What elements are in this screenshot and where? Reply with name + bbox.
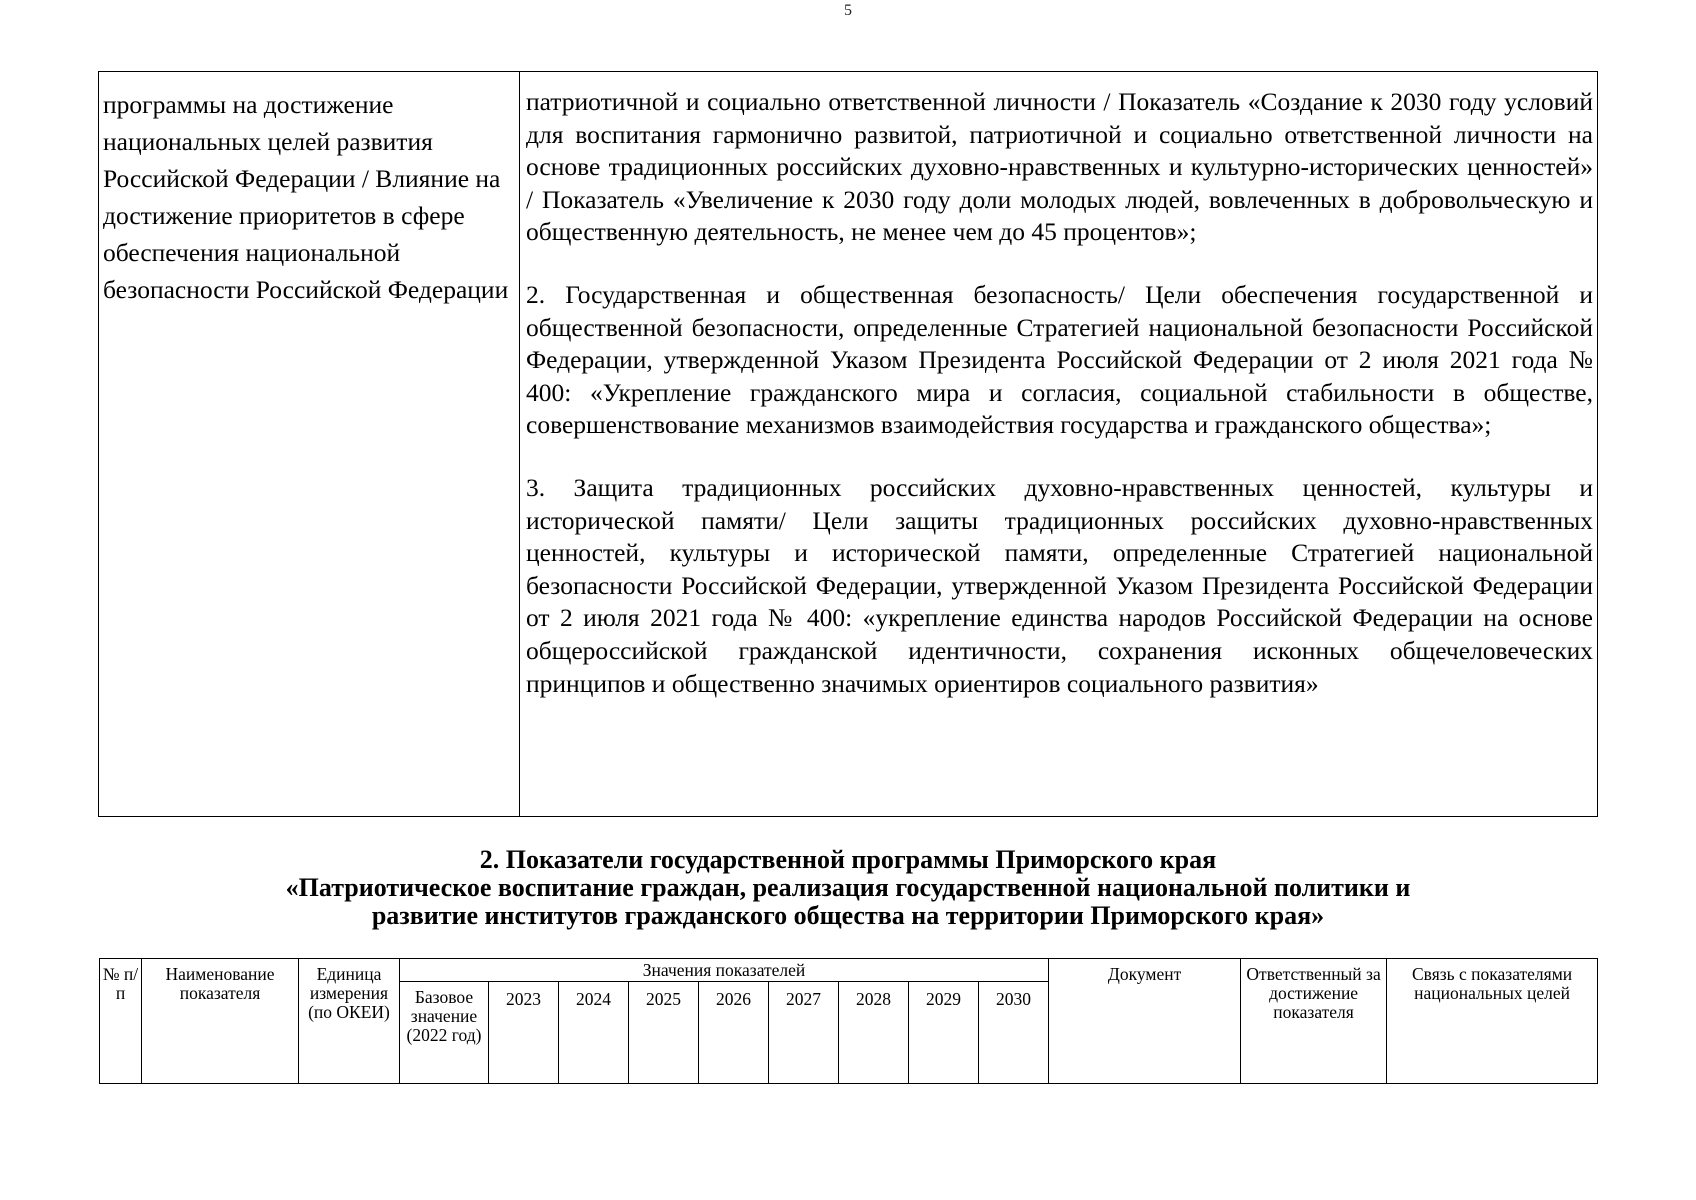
- goals-table: [98, 71, 1598, 817]
- col-link-header: Связь с показателями национальных целей: [1387, 959, 1598, 1084]
- section-title-line: развитие институтов гражданского общества на территории Приморского края»: [371, 901, 1325, 930]
- col-year-header: 2026: [699, 982, 769, 1084]
- goal-paragraph: 2. Государственная и общественная безопасность/ Цели обеспечения государственной и общественной безопасности, определенные Стратегией национальной безопасности Российской Федерации, утвержденной Указом Президента Российской Федерации от 2 июля 2021 года № 400: «Укрепление гражданского мира и согласия, социальной стабильности в обществе, совершенствование механизмов взаимодействия государства и гражданского общества»;: [526, 279, 1593, 440]
- col-num-header: № п/п: [100, 959, 142, 1084]
- col-year-header: 2023: [489, 982, 559, 1084]
- table-row: [99, 72, 1598, 817]
- header-row: [100, 959, 1598, 982]
- indicators-table: [99, 958, 1598, 1084]
- goal-influence-content: [520, 72, 1598, 817]
- goal-paragraph: патриотичной и социально ответственной личности / Показатель «Создание к 2030 году условий для воспитания гармонично развитой, патриотичной и социально ответственной личности на основе традиционных российских духовно-нравственных и культурно-исторических ценностей» / Показатель «Увеличение к 2030 году доли молодых людей, вовлеченных в добровольческую и общественную деятельность, не менее чем до 45 процентов»;: [526, 87, 1593, 247]
- goal-influence-label: программы на достижение национальных целей развития Российской Федерации / Влияние на достижение приоритетов в сфере обеспечения национальной безопасности Российской Федерации: [99, 72, 520, 817]
- col-year-header: 2024: [559, 982, 629, 1084]
- section-title-line: 2. Показатели государственной программы Приморского края: [479, 845, 1217, 874]
- col-document-header: Документ: [1049, 959, 1241, 1084]
- goal-paragraph: 3. Защита традиционных российских духовно-нравственных ценностей, культуры и исторической памяти/ Цели защиты традиционных российских духовно-нравственных ценностей, культуры и исторической памяти, определенные Стратегией национальной безопасности Российской Федерации, утвержденной Указом Президента Российской Федерации от 2 июля 2021 года № 400: «укрепление единства народов Российской Федерации на основе общероссийской гражданской идентичности, сохранения исконных общечеловеческих принципов и общественно значимых ориентиров социального развития»: [526, 472, 1593, 698]
- col-name-header: Наименование показателя: [142, 959, 299, 1084]
- section-title-line: «Патриотическое воспитание граждан, реализация государственной национальной политики и: [285, 873, 1411, 902]
- col-year-header: 2027: [769, 982, 839, 1084]
- col-year-header: 2028: [839, 982, 909, 1084]
- section-title: [0, 846, 1696, 930]
- col-year-header: 2025: [629, 982, 699, 1084]
- page-number: 5: [844, 2, 852, 19]
- col-year-header: 2030: [979, 982, 1049, 1084]
- col-year-header: 2029: [909, 982, 979, 1084]
- col-unit-header: Единица измерения (по ОКЕИ): [299, 959, 400, 1084]
- col-values-header: Значения показателей: [400, 959, 1049, 982]
- col-base-header: Базовое значение (2022 год): [400, 982, 489, 1084]
- col-responsible-header: Ответственный за достижение показателя: [1241, 959, 1387, 1084]
